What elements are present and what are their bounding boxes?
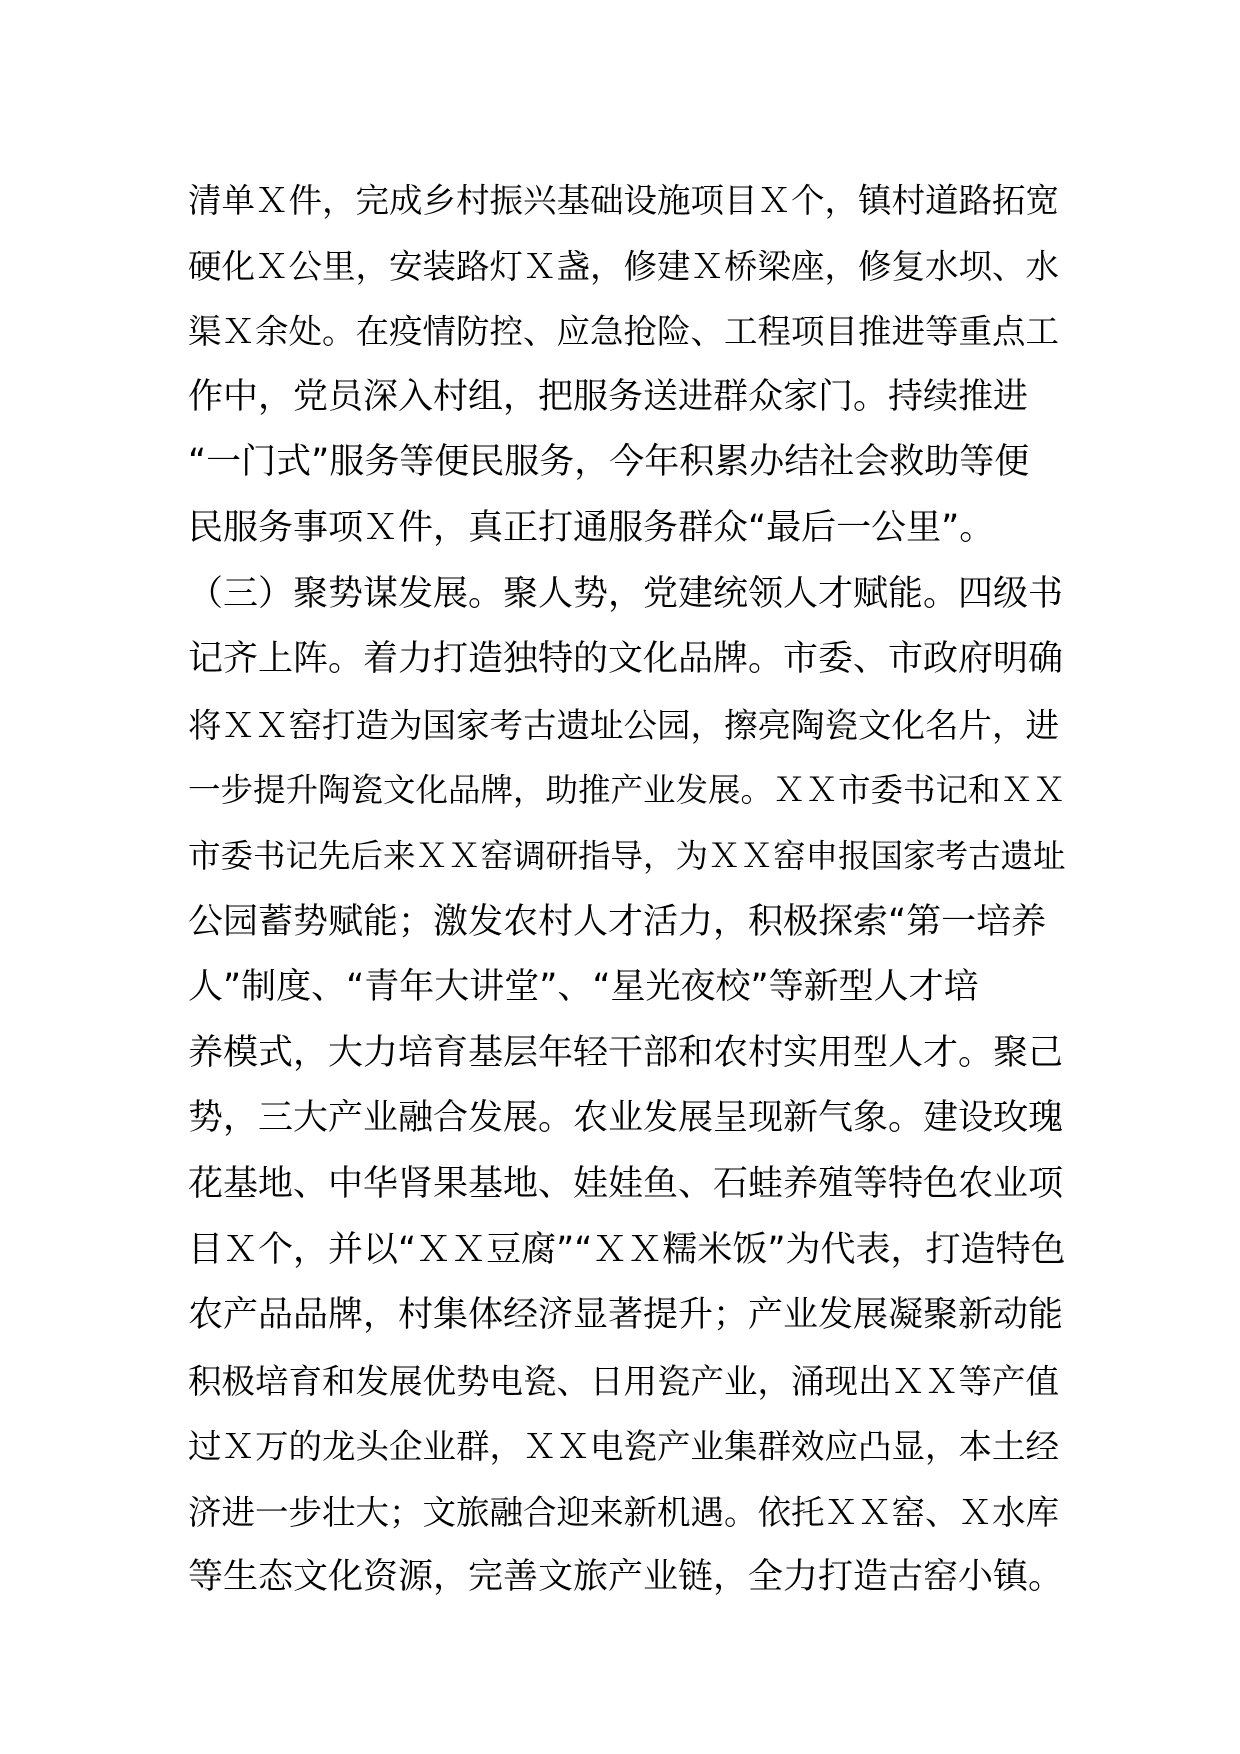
text-line: 等生态文化资源，完善文旅产业链，全力打造古窑小镇。: [188, 1557, 1064, 1598]
text-line: 势，三大产业融合发展。农业发展呈现新气象。建设玫瑰: [188, 1098, 1064, 1139]
text-line: 一步提升陶瓷文化品牌，助推产业发展。ＸＸ市委书记和ＸＸ: [188, 771, 1066, 810]
body-text: [188, 168, 1068, 1611]
text-line: 济进一步壮大；文旅融合迎来新机遇。依托ＸＸ窑、Ｘ水库: [188, 1492, 1059, 1532]
text-line: 民服务事项Ｘ件，真正打通服务群众“最后一公里”。: [188, 507, 995, 548]
text-line: 人”制度、“青年大讲堂”、“星光夜校”等新型人才培: [188, 967, 979, 1008]
text-line: 目Ｘ个，并以“ＸＸ豆腐”“ＸＸ糯米饭”为代表，打造特色: [188, 1229, 1066, 1270]
text-line: 作中，党员深入村组，把服务送进群众家门。持续推进: [188, 376, 1029, 417]
text-line: 过Ｘ万的龙头企业群，ＸＸ电瓷产业集群效应凸显，本土经: [188, 1427, 1059, 1467]
text-line: 花基地、中华肾果基地、娃娃鱼、石蛙养殖等特色农业项: [188, 1163, 1064, 1204]
text-line: 记齐上阵。着力打造独特的文化品牌。市委、市政府明确: [188, 639, 1064, 680]
text-line: （三）聚势谋发展。聚人势，党建统领人才赋能。四级书: [188, 573, 1064, 614]
text-line: 将ＸＸ窑打造为国家考古遗址公园，擦亮陶瓷文化名片，进: [188, 705, 1059, 745]
text-line: 积极培育和发展优势电瓷、日用瓷产业，涌现出ＸＸ等产值: [188, 1361, 1059, 1401]
text-line: 养模式，大力培育基层年轻干部和农村实用型人才。聚己: [188, 1032, 1064, 1073]
text-line: “一门式”服务等便民服务，今年积累办结社会救助等便: [188, 442, 1030, 483]
text-line: 农产品品牌，村集体经济显著提升；产业发展凝聚新动能: [188, 1295, 1064, 1336]
text-line: 公园蓄势赋能；激发农村人才活力，积极探索“第一培养: [188, 901, 1047, 942]
text-line: 渠Ｘ余处。在疫情防控、应急抢险、工程项目推进等重点工: [188, 312, 1059, 352]
text-line: 硬化Ｘ公里，安装路灯Ｘ盏，修建Ｘ桥梁座，修复水坝、水: [188, 246, 1059, 286]
text-line: 清单Ｘ件，完成乡村振兴基础设施项目Ｘ个，镇村道路拓宽: [188, 181, 1059, 220]
text-line: 市委书记先后来ＸＸ窑调研指导，为ＸＸ窑申报国家考古遗址: [188, 836, 1066, 875]
